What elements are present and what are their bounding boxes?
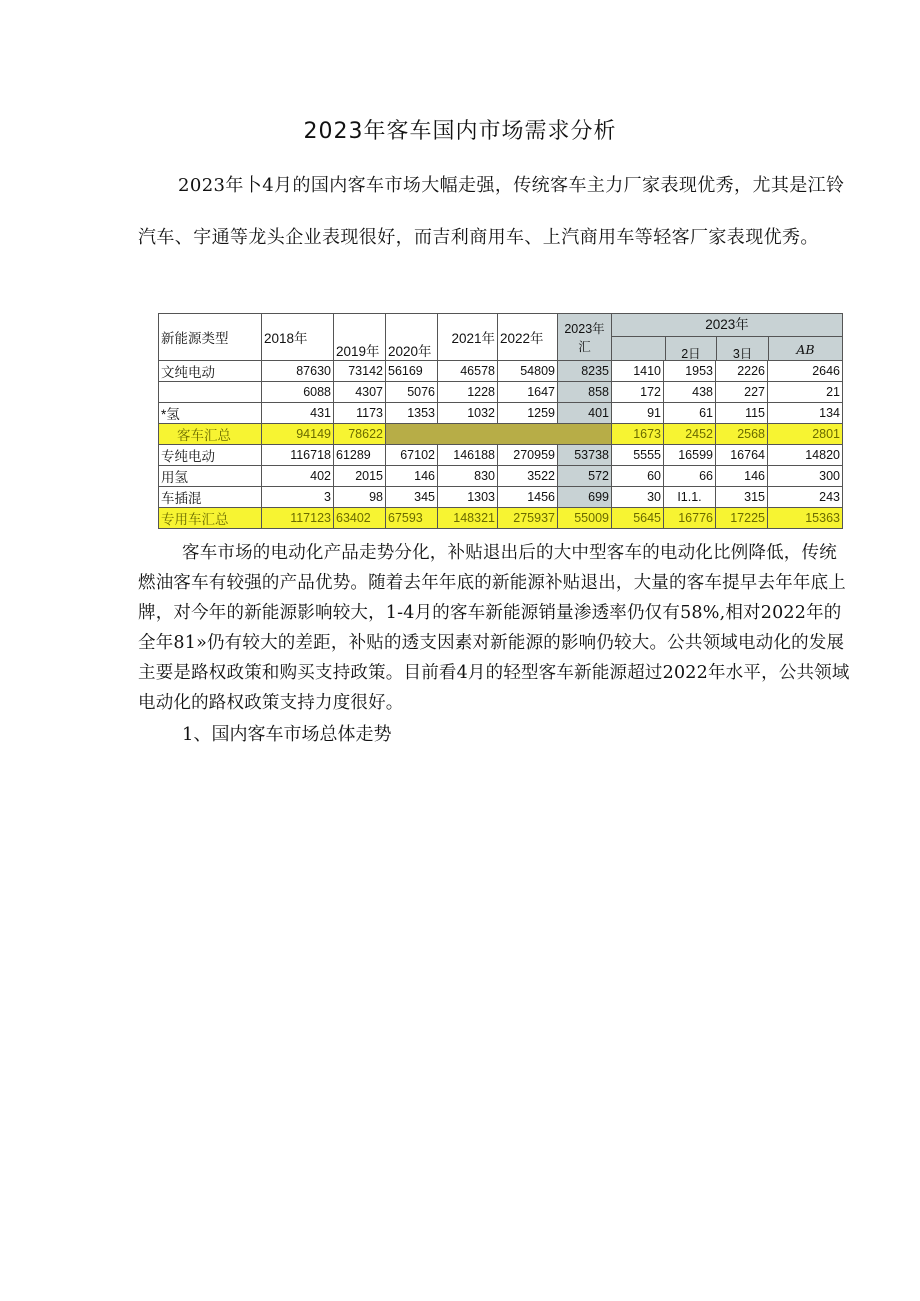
page-title: 2023年客车国内市场需求分析 [303, 119, 617, 144]
cell: 1647 [498, 382, 558, 403]
cell: 431 [262, 403, 334, 424]
cell: 401 [558, 403, 612, 424]
table-row [159, 403, 843, 424]
cell: 270959 [498, 445, 558, 466]
cell: 345 [386, 487, 438, 508]
cell: 54809 [498, 361, 558, 382]
cell: 2801 [768, 424, 843, 445]
row-label: 用氢 [159, 466, 262, 487]
cell: 146188 [438, 445, 498, 466]
cell: 275937 [498, 508, 558, 529]
cell: 3522 [498, 466, 558, 487]
header-2023-sub: 汇 [578, 340, 591, 354]
header-2021: 2021年 [438, 314, 498, 361]
cell: 2646 [768, 361, 843, 382]
header-2023-group [612, 314, 843, 361]
cell: 5076 [386, 382, 438, 403]
cell: 1410 [612, 361, 664, 382]
intro-paragraph: 2023年卜4月的国内客车市场大幅走强，传统客车主力厂家表现优秀，尤其是江铃汽车、宇通等龙头企业表现很好，而吉利商用车、上汽商用车等轻客厂家表现优秀。 [138, 175, 845, 248]
cell: 91 [612, 403, 664, 424]
cell: 46578 [438, 361, 498, 382]
cell: 315 [716, 487, 768, 508]
cell: 1259 [498, 403, 558, 424]
row-label: 客车汇总 [159, 424, 262, 445]
cell: 67102 [386, 445, 438, 466]
cell: 67593 [386, 508, 438, 529]
row-label: 车插混 [159, 487, 262, 508]
cell: 148321 [438, 508, 498, 529]
cell: 17225 [716, 508, 768, 529]
cell: 2568 [716, 424, 768, 445]
cell: 61289 [334, 445, 386, 466]
table-row [159, 466, 843, 487]
cell: 572 [558, 466, 612, 487]
cell: 134 [768, 403, 843, 424]
header-month-3: 3日 [717, 337, 769, 360]
section-heading: 1、国内客车市场总体走势 [182, 724, 392, 745]
cell: 73142 [334, 361, 386, 382]
body-paragraph: 客车市场的电动化产品走势分化，补贴退出后的大中型客车的电动化比例降低，传统燃油客车有较强的产品优势。随着去年年底的新能源补贴退出，大量的客车提早去年年底上牌，对今年的新能源影响较大，1-4月的客车新能源销量渗透率仍仅有58%,相对2022年的全年81»仍有较大的差距，补贴的透支因素对新能源的影响仍较大。公共领域电动化的发展主要是路权政策和购买支持政策。目前看4月的轻型客车新能源超过2022年水平，公共领域电动化的路权政策支持力度很好。 [138, 543, 850, 713]
cell: 117123 [262, 508, 334, 529]
cell: 1228 [438, 382, 498, 403]
header-2023-total [558, 314, 612, 361]
cell: 2015 [334, 466, 386, 487]
cell: 830 [438, 466, 498, 487]
cell: 2452 [664, 424, 716, 445]
header-month-1 [612, 337, 666, 360]
cell: 15363 [768, 508, 843, 529]
cell: 87630 [262, 361, 334, 382]
ev-sales-table [158, 313, 842, 527]
cell: 94149 [262, 424, 334, 445]
cell: 699 [558, 487, 612, 508]
cell: 14820 [768, 445, 843, 466]
header-type: 新能源类型 [159, 314, 262, 361]
cell: 1032 [438, 403, 498, 424]
cell: 300 [768, 466, 843, 487]
cell: 4307 [334, 382, 386, 403]
cell: 16599 [664, 445, 716, 466]
header-2020: 2020年 [386, 314, 438, 361]
cell: 1673 [612, 424, 664, 445]
cell: 146 [716, 466, 768, 487]
cell: 1353 [386, 403, 438, 424]
cell: 61 [664, 403, 716, 424]
cell: 116718 [262, 445, 334, 466]
cell: 16776 [664, 508, 716, 529]
cell: 98 [334, 487, 386, 508]
cell: 146 [386, 466, 438, 487]
cell: 53738 [558, 445, 612, 466]
cell: 1303 [438, 487, 498, 508]
cell: 1456 [498, 487, 558, 508]
cell: 6088 [262, 382, 334, 403]
cell: 5555 [612, 445, 664, 466]
cell-blank [386, 424, 612, 445]
table-row-total [159, 424, 843, 445]
cell: 16764 [716, 445, 768, 466]
cell: 30 [612, 487, 664, 508]
table-row [159, 382, 843, 403]
header-2018: 2018年 [262, 314, 334, 361]
row-label [159, 382, 262, 403]
cell: I1.1. [664, 487, 716, 508]
cell: 3 [262, 487, 334, 508]
table-row [159, 487, 843, 508]
table-row-total [159, 508, 843, 529]
cell: 227 [716, 382, 768, 403]
table-row [159, 361, 843, 382]
row-label: *氢 [159, 403, 262, 424]
cell: 243 [768, 487, 843, 508]
header-2019: 2019年 [334, 314, 386, 361]
cell: 55009 [558, 508, 612, 529]
row-label: 文纯电动 [159, 361, 262, 382]
cell: 402 [262, 466, 334, 487]
cell: 172 [612, 382, 664, 403]
cell: 60 [612, 466, 664, 487]
cell: 5645 [612, 508, 664, 529]
header-2023-year: 2023年 [564, 322, 605, 336]
header-month-4: AB [796, 342, 815, 357]
cell: 21 [768, 382, 843, 403]
cell: 2226 [716, 361, 768, 382]
cell: 1953 [664, 361, 716, 382]
cell: 78622 [334, 424, 386, 445]
cell: 56169 [386, 361, 438, 382]
cell: 438 [664, 382, 716, 403]
cell: 115 [716, 403, 768, 424]
cell: 8235 [558, 361, 612, 382]
header-2022: 2022年 [498, 314, 558, 361]
table-row [159, 445, 843, 466]
header-month-2: 2日 [666, 337, 718, 360]
cell: 63402 [334, 508, 386, 529]
header-2023-group-label: 2023年 [612, 314, 842, 337]
cell: 66 [664, 466, 716, 487]
cell: 1173 [334, 403, 386, 424]
row-label: 专纯电动 [159, 445, 262, 466]
cell: 858 [558, 382, 612, 403]
row-label: 专用车汇总 [159, 508, 262, 529]
